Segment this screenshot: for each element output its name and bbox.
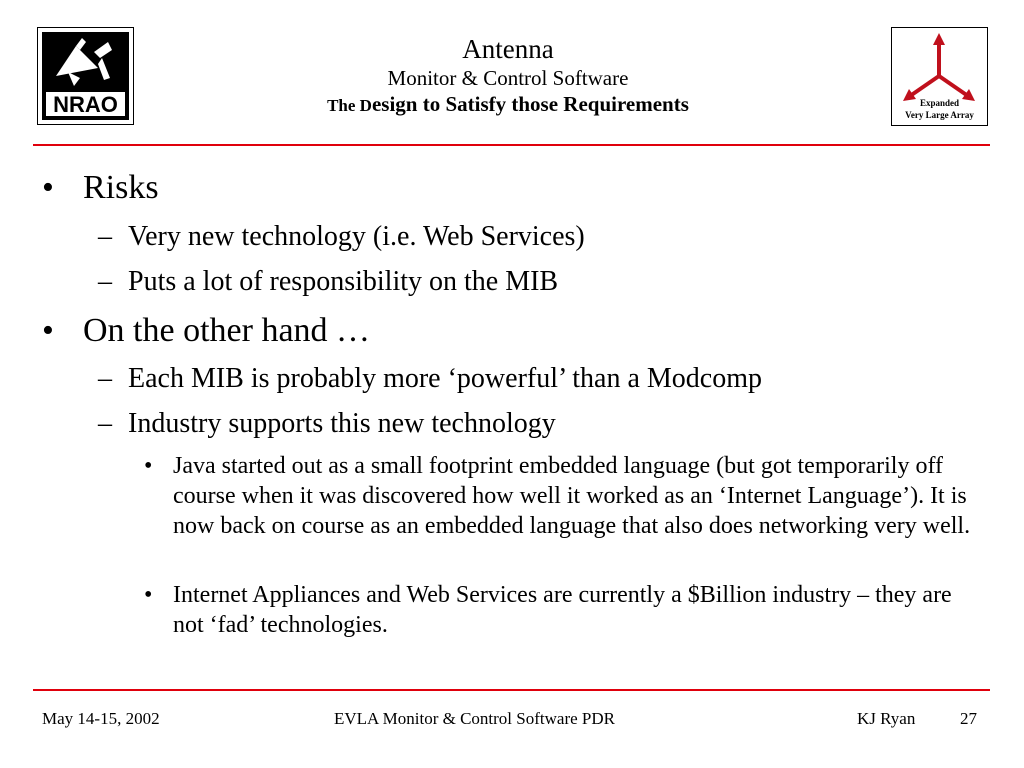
dash-marker: – [98,408,112,439]
sub-bullet-text: Java started out as a small footprint embedded language (but got temporarily off course when it was discovered how well it worked as an ‘Internet Language’). It is now back on course as an embedded language that also does networking very well. [173,453,971,539]
sub-bullet-marker: • [144,582,153,608]
slide-title-block [200,33,816,119]
nrao-logo [37,27,134,125]
nrao-logo-text: NRAO [53,92,118,117]
other-hand-item-text: Each MIB is probably more ‘powerful’ than a Modcomp [128,363,762,394]
nrao-logo-graphic [38,28,133,124]
bullet-other-hand-label: On the other hand … [83,312,371,349]
sub-bullet-marker: • [144,453,153,479]
evla-logo [891,27,988,126]
risk-item-text: Very new technology (i.e. Web Services) [128,221,585,252]
dash-marker: – [98,221,112,252]
risk-item-text: Puts a lot of responsibility on the MIB [128,266,559,297]
evla-logo-line2: Very Large Array [905,110,974,120]
other-hand-item-text: Industry supports this new technology [128,408,556,439]
bullet-marker: • [42,169,54,206]
bullet-marker: • [42,312,54,349]
slide-tagline [200,91,816,119]
evla-logo-line1: Expanded [919,98,960,108]
tagline-prefix: The D [327,96,372,115]
footer-event: EVLA Monitor & Control Software PDR [334,709,615,728]
header-divider [33,144,990,146]
bullet-risks-label: Risks [83,169,159,206]
footer-divider [33,689,990,691]
footer-date: May 14-15, 2002 [42,709,160,728]
dash-marker: – [98,363,112,394]
dash-marker: – [98,266,112,297]
evla-logo-graphic [892,28,987,125]
page-number: 27 [960,709,977,728]
footer-author: KJ Ryan [857,709,916,728]
tagline-rest: esign to Satisfy those Requirements [371,92,689,116]
slide-title: Antenna [462,34,554,64]
sub-bullet-text: Internet Appliances and Web Services are currently a $Billion industry – they are not ‘fad’ technologies. [173,582,952,638]
slide-subtitle: Monitor & Control Software [387,66,629,90]
